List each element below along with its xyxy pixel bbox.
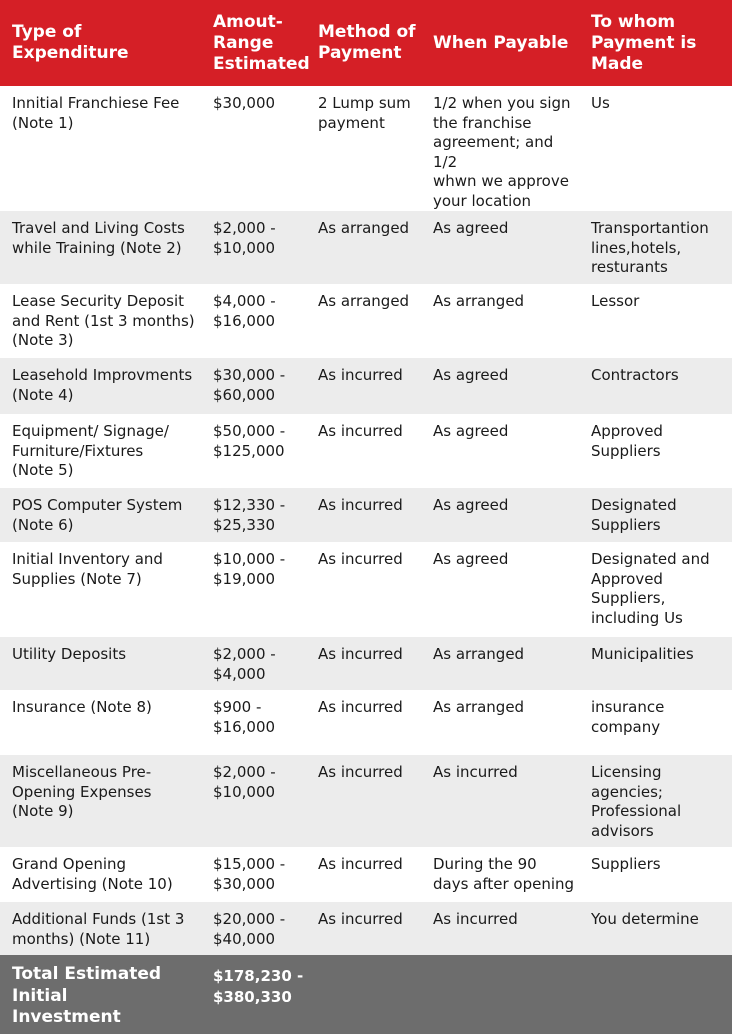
- total-empty-cell: [310, 955, 425, 1034]
- payee-cell: Lessor: [583, 284, 732, 358]
- payee-cell: Transportantion lines,hotels, resturants: [583, 211, 732, 284]
- total-row: [0, 955, 732, 1034]
- header-type: Type of Expenditure: [0, 0, 205, 86]
- expenditure-type-cell: Utility Deposits: [0, 637, 205, 690]
- payment-method-cell: As incurred: [310, 358, 425, 414]
- payment-method-cell: As arranged: [310, 284, 425, 358]
- amount-range-cell: $30,000: [205, 86, 310, 211]
- expenditure-type-cell: Lease Security Deposit and Rent (1st 3 months) (Note 3): [0, 284, 205, 358]
- header-amount: Amout- Range Estimated: [205, 0, 310, 86]
- payment-method-cell: 2 Lump sum payment: [310, 86, 425, 211]
- when-payable-cell: As incurred: [425, 902, 583, 955]
- when-payable-cell: As agreed: [425, 542, 583, 637]
- table-row: [0, 755, 732, 847]
- table-row: [0, 847, 732, 902]
- when-payable-cell: As agreed: [425, 488, 583, 542]
- amount-range-cell: $30,000 - $60,000: [205, 358, 310, 414]
- when-payable-cell: As agreed: [425, 414, 583, 488]
- header-method: Method of Payment: [310, 0, 425, 86]
- when-payable-cell: 1/2 when you sign the franchise agreement; and 1/2 whwn we approve your location: [425, 86, 583, 211]
- table-row: [0, 690, 732, 755]
- payee-cell: You determine: [583, 902, 732, 955]
- when-payable-cell: As arranged: [425, 637, 583, 690]
- table-row: [0, 637, 732, 690]
- expenditure-type-cell: Insurance (Note 8): [0, 690, 205, 755]
- total-empty-cell: [425, 955, 583, 1034]
- table-row: [0, 211, 732, 284]
- amount-range-cell: $20,000 - $40,000: [205, 902, 310, 955]
- payment-method-cell: As incurred: [310, 542, 425, 637]
- when-payable-cell: As agreed: [425, 211, 583, 284]
- table-row: [0, 358, 732, 414]
- amount-range-cell: $50,000 - $125,000: [205, 414, 310, 488]
- total-label: Total Estimated Initial Investment: [0, 955, 205, 1034]
- payee-cell: Approved Suppliers: [583, 414, 732, 488]
- amount-range-cell: $4,000 - $16,000: [205, 284, 310, 358]
- expenditure-type-cell: Additional Funds (1st 3 months) (Note 11): [0, 902, 205, 955]
- amount-range-cell: $2,000 - $10,000: [205, 755, 310, 847]
- amount-range-cell: $2,000 - $10,000: [205, 211, 310, 284]
- header-to-whom: To whom Payment is Made: [583, 0, 732, 86]
- payee-cell: Licensing agencies; Professional advisors: [583, 755, 732, 847]
- payment-method-cell: As arranged: [310, 211, 425, 284]
- expenditure-type-cell: POS Computer System (Note 6): [0, 488, 205, 542]
- payment-method-cell: As incurred: [310, 488, 425, 542]
- table-row: [0, 902, 732, 955]
- payment-method-cell: As incurred: [310, 690, 425, 755]
- when-payable-cell: As arranged: [425, 284, 583, 358]
- table-row: [0, 488, 732, 542]
- expenditure-type-cell: Leasehold Improvments (Note 4): [0, 358, 205, 414]
- expenditure-type-cell: Initial Inventory and Supplies (Note 7): [0, 542, 205, 637]
- payee-cell: Municipalities: [583, 637, 732, 690]
- amount-range-cell: $900 - $16,000: [205, 690, 310, 755]
- payee-cell: insurance company: [583, 690, 732, 755]
- payee-cell: Designated and Approved Suppliers, including Us: [583, 542, 732, 637]
- when-payable-cell: During the 90 days after opening: [425, 847, 583, 902]
- payee-cell: Suppliers: [583, 847, 732, 902]
- payee-cell: Designated Suppliers: [583, 488, 732, 542]
- payment-method-cell: As incurred: [310, 637, 425, 690]
- header-row: [0, 0, 732, 86]
- expenditure-type-cell: Innitial Franchiese Fee (Note 1): [0, 86, 205, 211]
- header-when: When Payable: [425, 0, 583, 86]
- payee-cell: Us: [583, 86, 732, 211]
- when-payable-cell: As agreed: [425, 358, 583, 414]
- amount-range-cell: $10,000 - $19,000: [205, 542, 310, 637]
- expenditure-type-cell: Equipment/ Signage/ Furniture/Fixtures (Note 5): [0, 414, 205, 488]
- when-payable-cell: As incurred: [425, 755, 583, 847]
- amount-range-cell: $15,000 - $30,000: [205, 847, 310, 902]
- amount-range-cell: $2,000 - $4,000: [205, 637, 310, 690]
- total-empty-cell: [583, 955, 732, 1034]
- payee-cell: Contractors: [583, 358, 732, 414]
- payment-method-cell: As incurred: [310, 414, 425, 488]
- payment-method-cell: As incurred: [310, 847, 425, 902]
- amount-range-cell: $12,330 - $25,330: [205, 488, 310, 542]
- expenditure-type-cell: Grand Opening Advertising (Note 10): [0, 847, 205, 902]
- payment-method-cell: As incurred: [310, 755, 425, 847]
- payment-method-cell: As incurred: [310, 902, 425, 955]
- table-row: [0, 542, 732, 637]
- table-row: [0, 86, 732, 211]
- expenditure-type-cell: Miscellaneous Pre- Opening Expenses (Note 9): [0, 755, 205, 847]
- table-row: [0, 284, 732, 358]
- expenditure-type-cell: Travel and Living Costs while Training (Note 2): [0, 211, 205, 284]
- total-value: $178,230 - $380,330: [205, 955, 310, 1034]
- when-payable-cell: As arranged: [425, 690, 583, 755]
- table-body: [0, 86, 732, 1034]
- table-row: [0, 414, 732, 488]
